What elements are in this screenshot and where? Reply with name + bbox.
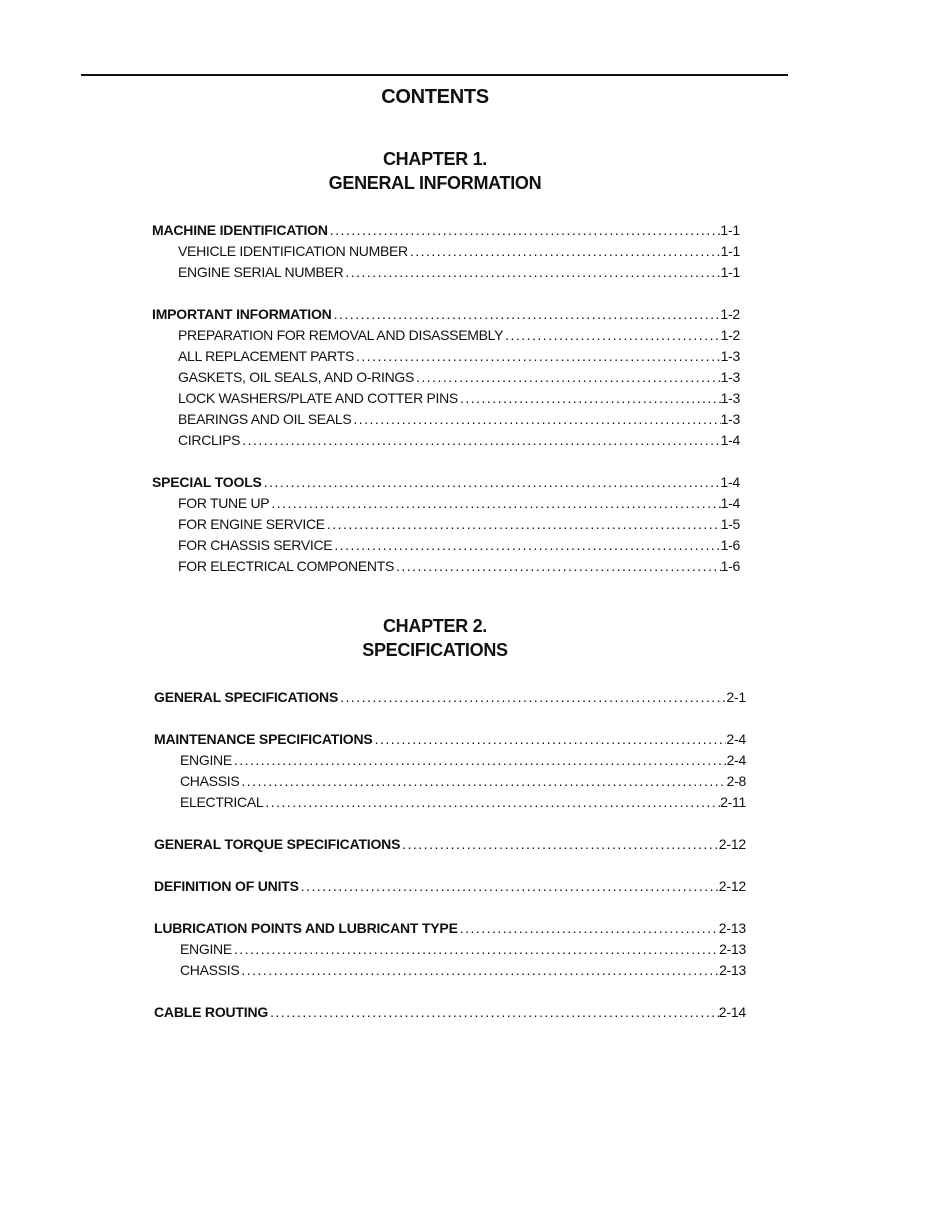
chapter-1-heading bbox=[0, 147, 870, 195]
dot-leader bbox=[414, 367, 721, 388]
toc-entry-page-number: 2-14 bbox=[718, 1004, 746, 1020]
chapter-2-toc bbox=[154, 687, 746, 1023]
toc-entry-label: SPECIAL TOOLS bbox=[152, 474, 262, 490]
toc-entry-label: CIRCLIPS bbox=[178, 432, 241, 448]
toc-entry-page-number: 2-1 bbox=[726, 689, 746, 705]
toc-entry-label: LUBRICATION POINTS AND LUBRICANT TYPE bbox=[154, 920, 458, 936]
dot-leader bbox=[373, 729, 727, 750]
dot-leader bbox=[338, 687, 726, 708]
dot-leader bbox=[239, 960, 719, 981]
toc-entry bbox=[154, 792, 746, 813]
toc-entry bbox=[152, 535, 740, 556]
top-rule bbox=[81, 74, 788, 76]
toc-entry bbox=[154, 876, 746, 897]
dot-leader bbox=[328, 220, 721, 241]
toc-entry-label: FOR TUNE UP bbox=[178, 495, 270, 511]
chapter-1-toc bbox=[152, 220, 740, 577]
dot-leader bbox=[351, 409, 720, 430]
toc-entry-page-number: 2-11 bbox=[720, 794, 746, 810]
toc-entry-page-number: 2-12 bbox=[718, 836, 746, 852]
toc-entry-page-number: 1-4 bbox=[720, 495, 740, 511]
dot-leader bbox=[262, 472, 721, 493]
toc-entry bbox=[154, 750, 746, 771]
toc-entry-page-number: 1-5 bbox=[720, 516, 740, 532]
toc-entry bbox=[152, 241, 740, 262]
toc-entry bbox=[152, 430, 740, 451]
toc-entry bbox=[152, 325, 740, 346]
dot-leader bbox=[240, 430, 720, 451]
chapter-1-name: GENERAL INFORMATION bbox=[328, 173, 542, 193]
toc-entry bbox=[152, 220, 740, 241]
toc-entry-page-number: 2-8 bbox=[726, 773, 746, 789]
dot-leader bbox=[394, 556, 721, 577]
toc-entry bbox=[154, 834, 746, 855]
toc-entry-label: CHASSIS bbox=[180, 773, 240, 789]
toc-entry bbox=[152, 514, 740, 535]
toc-entry-label: CABLE ROUTING bbox=[154, 1004, 269, 1020]
toc-entry-page-number: 1-4 bbox=[720, 432, 740, 448]
toc-entry-page-number: 2-13 bbox=[719, 941, 746, 957]
toc-entry bbox=[152, 472, 740, 493]
toc-entry-page-number: 1-4 bbox=[720, 474, 740, 490]
toc-entry-page-number: 1-6 bbox=[720, 537, 740, 553]
toc-entry-label: LOCK WASHERS/PLATE AND COTTER PINS bbox=[178, 390, 458, 406]
toc-entry-page-number: 1-6 bbox=[720, 558, 740, 574]
dot-leader bbox=[263, 792, 720, 813]
dot-leader bbox=[232, 939, 719, 960]
toc-entry-label: FOR ENGINE SERVICE bbox=[178, 516, 325, 532]
toc-entry-label: ENGINE SERIAL NUMBER bbox=[178, 264, 344, 280]
dot-leader bbox=[299, 876, 719, 897]
dot-leader bbox=[343, 262, 720, 283]
toc-entry bbox=[152, 367, 740, 388]
toc-entry-label: GENERAL SPECIFICATIONS bbox=[154, 689, 339, 705]
toc-entry-page-number: 2-13 bbox=[719, 962, 746, 978]
toc-entry-page-number: 2-12 bbox=[718, 878, 746, 894]
toc-entry-label: ALL REPLACEMENT PARTS bbox=[178, 348, 355, 364]
toc-entry bbox=[154, 960, 746, 981]
toc-entry-label: MAINTENANCE SPECIFICATIONS bbox=[154, 731, 373, 747]
dot-leader bbox=[239, 771, 726, 792]
toc-entry bbox=[154, 729, 746, 750]
toc-entry-page-number: 1-3 bbox=[720, 369, 740, 385]
chapter-1-number: CHAPTER 1. bbox=[382, 149, 488, 169]
toc-entry-label: DEFINITION OF UNITS bbox=[154, 878, 299, 894]
toc-entry-page-number: 1-2 bbox=[720, 306, 740, 322]
dot-leader bbox=[268, 1002, 719, 1023]
toc-entry bbox=[152, 388, 740, 409]
toc-entry-label: ELECTRICAL bbox=[180, 794, 264, 810]
dot-leader bbox=[269, 493, 720, 514]
dot-leader bbox=[325, 514, 721, 535]
toc-entry bbox=[152, 556, 740, 577]
toc-entry-label: BEARINGS AND OIL SEALS bbox=[178, 411, 352, 427]
toc-entry-label: FOR CHASSIS SERVICE bbox=[178, 537, 333, 553]
toc-entry bbox=[152, 346, 740, 367]
toc-entry-page-number: 2-4 bbox=[726, 752, 746, 768]
toc-entry-page-number: 1-3 bbox=[720, 348, 740, 364]
toc-entry bbox=[154, 687, 746, 708]
toc-entry-label: ENGINE bbox=[180, 941, 232, 957]
toc-entry-label: ENGINE bbox=[180, 752, 232, 768]
dot-leader bbox=[503, 325, 721, 346]
toc-entry-label: PREPARATION FOR REMOVAL AND DISASSEMBLY bbox=[178, 327, 504, 343]
toc-entry bbox=[152, 409, 740, 430]
dot-leader bbox=[408, 241, 721, 262]
toc-entry bbox=[154, 918, 746, 939]
toc-entry bbox=[152, 493, 740, 514]
toc-entry-label: CHASSIS bbox=[180, 962, 240, 978]
dot-leader bbox=[332, 535, 720, 556]
toc-entry bbox=[154, 1002, 746, 1023]
toc-entry-page-number: 1-1 bbox=[720, 243, 740, 259]
chapter-2-number: CHAPTER 2. bbox=[382, 616, 488, 636]
toc-entry-label: GENERAL TORQUE SPECIFICATIONS bbox=[154, 836, 401, 852]
toc-entry-page-number: 1-3 bbox=[720, 411, 740, 427]
toc-entry-page-number: 2-13 bbox=[718, 920, 746, 936]
page-title: CONTENTS bbox=[381, 86, 489, 108]
dot-leader bbox=[232, 750, 727, 771]
toc-entry-page-number: 2-4 bbox=[726, 731, 746, 747]
toc-entry bbox=[154, 771, 746, 792]
dot-leader bbox=[354, 346, 721, 367]
dot-leader bbox=[332, 304, 721, 325]
toc-entry bbox=[152, 304, 740, 325]
dot-leader bbox=[458, 388, 721, 409]
toc-entry-page-number: 1-1 bbox=[720, 222, 740, 238]
toc-entry-page-number: 1-2 bbox=[720, 327, 740, 343]
toc-entry-label: MACHINE IDENTIFICATION bbox=[152, 222, 328, 238]
dot-leader bbox=[458, 918, 719, 939]
chapter-2-name: SPECIFICATIONS bbox=[362, 640, 508, 660]
chapter-2-heading bbox=[0, 614, 870, 662]
toc-entry-page-number: 1-1 bbox=[720, 264, 740, 280]
toc-entry bbox=[152, 262, 740, 283]
toc-entry-label: FOR ELECTRICAL COMPONENTS bbox=[178, 558, 395, 574]
dot-leader bbox=[400, 834, 719, 855]
toc-entry bbox=[154, 939, 746, 960]
toc-entry-label: IMPORTANT INFORMATION bbox=[152, 306, 332, 322]
toc-entry-label: GASKETS, OIL SEALS, AND O-RINGS bbox=[178, 369, 415, 385]
toc-entry-label: VEHICLE IDENTIFICATION NUMBER bbox=[178, 243, 408, 259]
toc-entry-page-number: 1-3 bbox=[720, 390, 740, 406]
